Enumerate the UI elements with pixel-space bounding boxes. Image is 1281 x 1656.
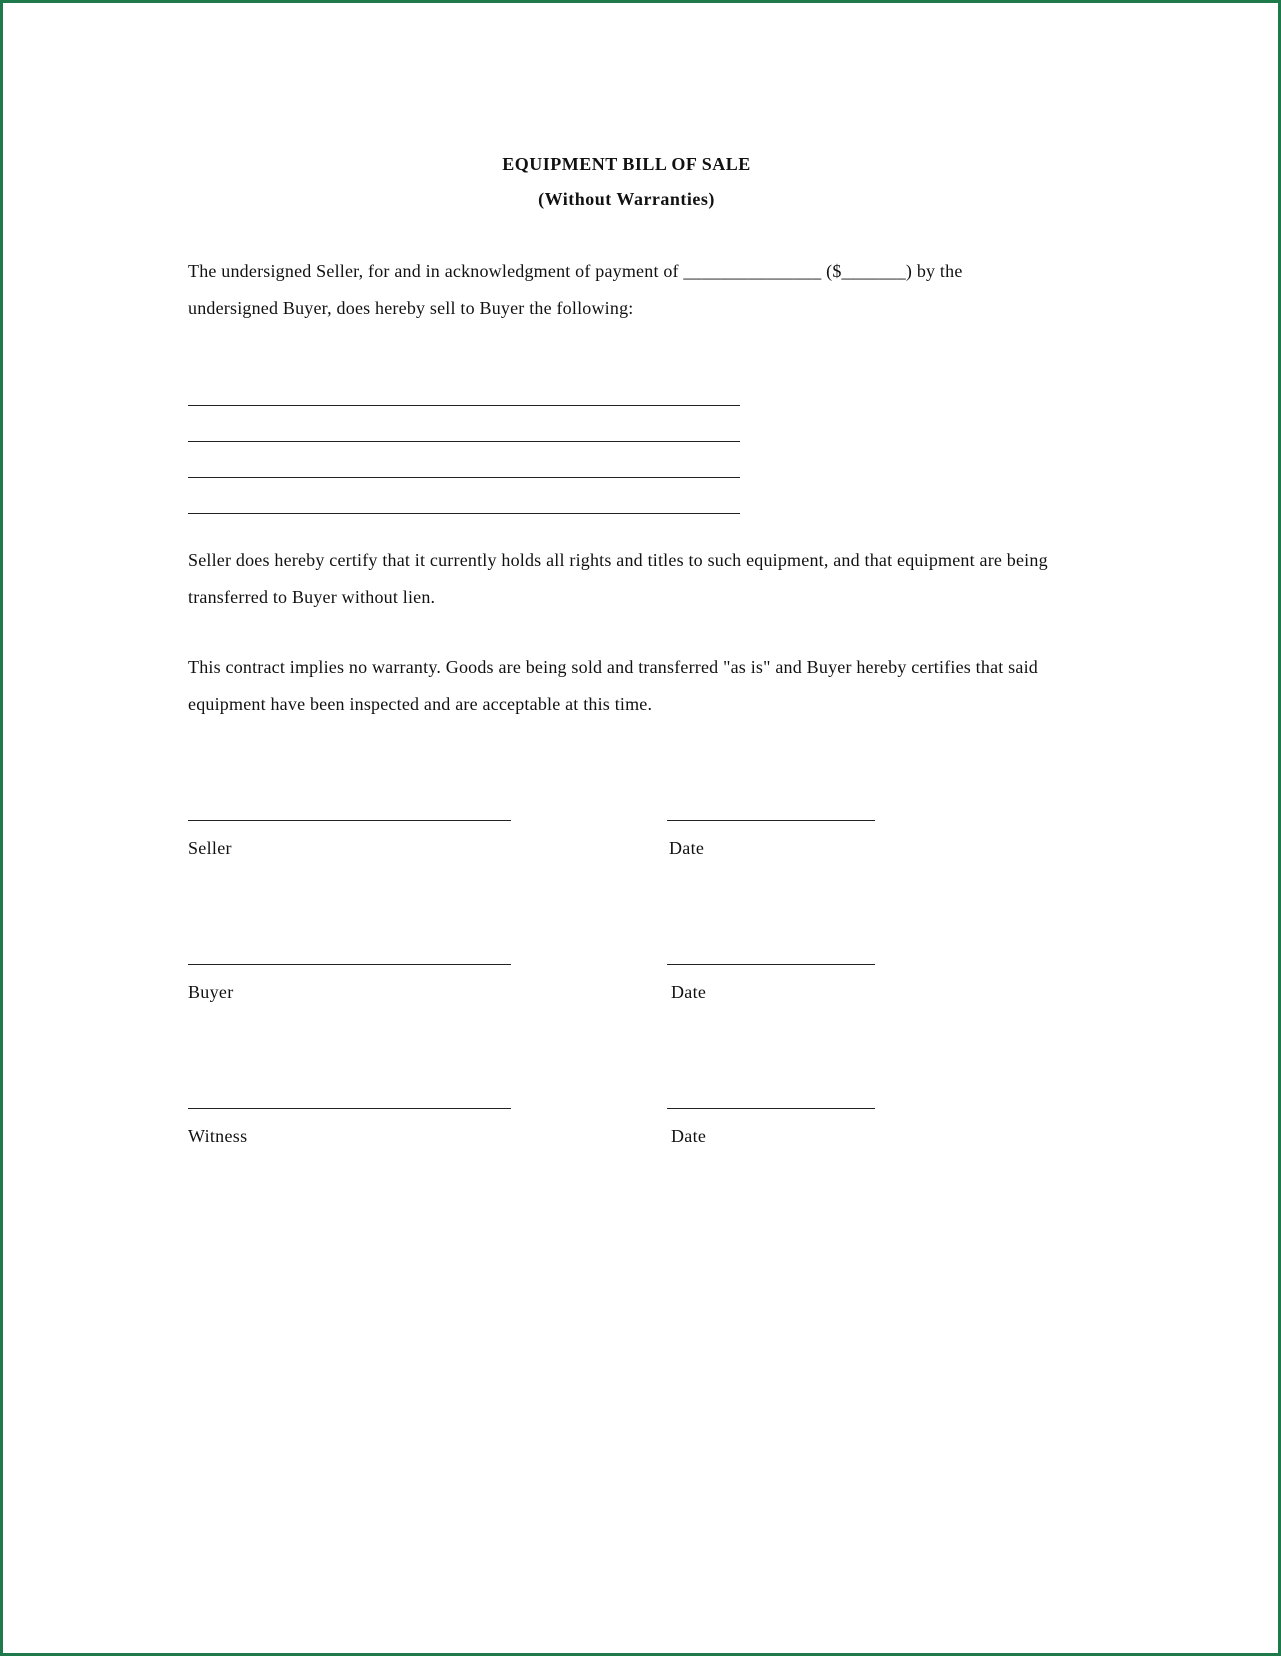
buyer-date-label: Date: [671, 982, 707, 1002]
seller-label: Seller: [188, 838, 232, 858]
witness-label: Witness: [188, 1126, 248, 1146]
payment-paragraph: The undersigned Seller, for and in acknowledgment of payment of _______________ ($_______) by the undersigned Buyer, does hereby sell to Buyer the following:: [188, 261, 963, 318]
witness-date-label: Date: [671, 1126, 707, 1146]
seller-signature-line[interactable]: [188, 820, 511, 821]
buyer-label: Buyer: [188, 982, 234, 1002]
buyer-signature-line[interactable]: [188, 964, 511, 965]
witness-signature-block: [0, 1094, 1281, 1154]
witness-signature-line[interactable]: [188, 1108, 511, 1109]
equipment-item-lines: [188, 370, 740, 514]
document-title: EQUIPMENT BILL OF SALE: [502, 154, 751, 174]
document-subtitle: (Without Warranties): [538, 189, 715, 209]
no-warranty-paragraph: This contract implies no warranty. Goods are being sold and transferred "as is" and Buyer hereby certifies that said equipment have been inspected and are acceptable at this time.: [188, 657, 1038, 714]
seller-date-line[interactable]: [667, 820, 875, 821]
equipment-item-line[interactable]: [188, 406, 740, 442]
seller-date-label: Date: [669, 838, 705, 858]
buyer-signature-block: [0, 950, 1281, 1010]
witness-date-line[interactable]: [667, 1108, 875, 1109]
seller-signature-block: [0, 806, 1281, 866]
equipment-item-line[interactable]: [188, 370, 740, 406]
title-certification-paragraph: Seller does hereby certify that it currently holds all rights and titles to such equipment, and that equipment are being transferred to Buyer without lien.: [188, 550, 1048, 607]
equipment-item-line[interactable]: [188, 478, 740, 514]
buyer-date-line[interactable]: [667, 964, 875, 965]
equipment-item-line[interactable]: [188, 442, 740, 478]
